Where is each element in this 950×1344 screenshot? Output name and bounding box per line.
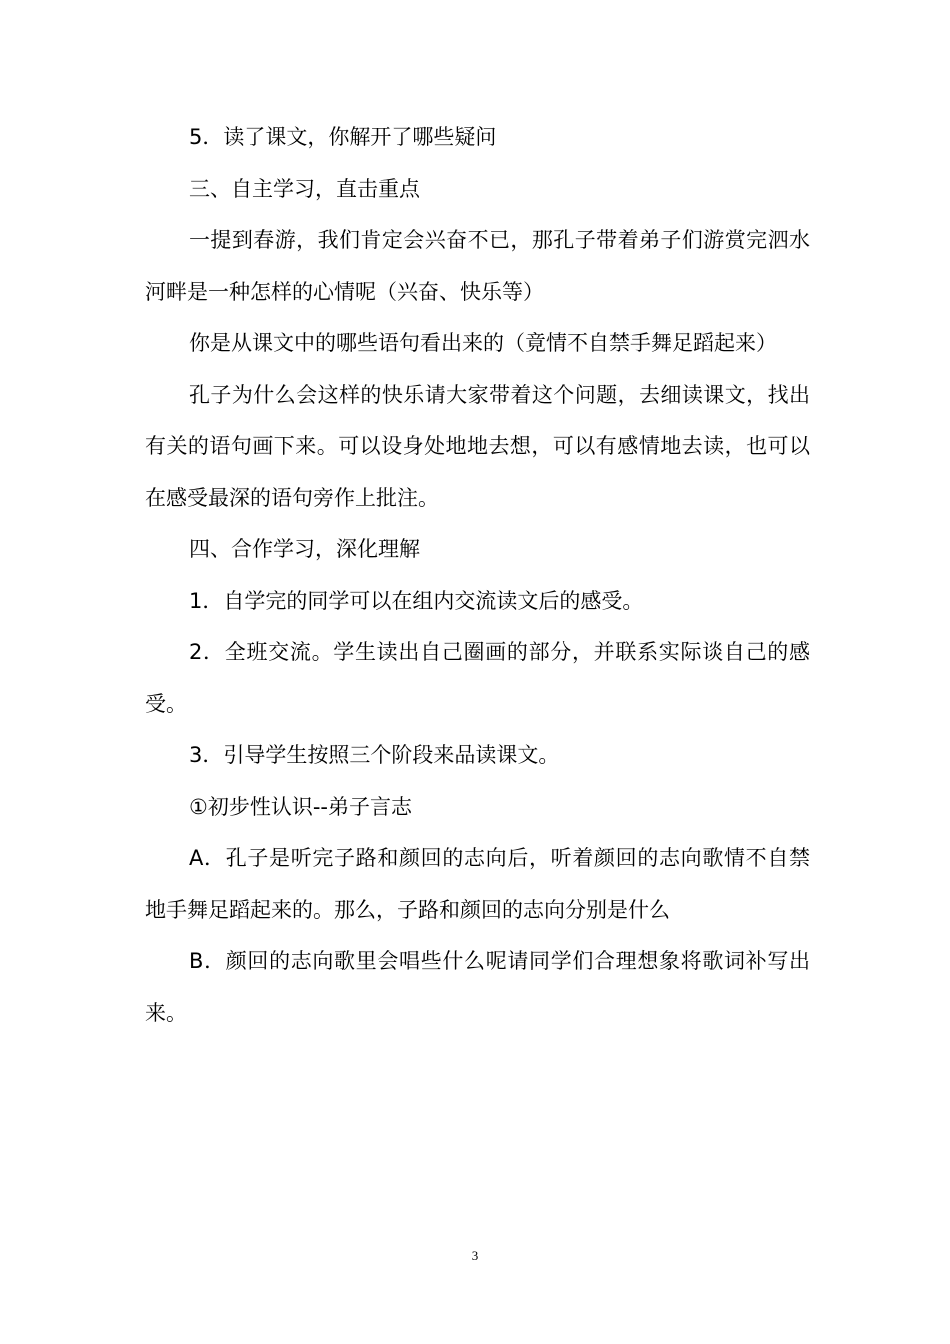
document-body [145,112,810,1039]
page-number: 3 [471,1248,479,1263]
section-heading-3: 三、自主学习，直击重点 [189,176,420,201]
list-item-1: 1．自学完的同学可以在组内交流读文后的感受。 [189,588,644,613]
paragraph-why-happy: 孔子为什么会这样的快乐请大家带着这个问题，去细读课文，找出有关的语句画下来。可以设身处地地去想，可以有感情地去读，也可以在感受最深的语句旁作上批注。 [145,382,810,510]
sub-heading-stage-1: ①初步性认识--弟子言志 [189,794,412,819]
list-item-3: 3．引导学生按照三个阶段来品读课文。 [189,743,560,767]
paragraph-question-5: 5．读了课文，你解开了哪些疑问 [189,125,497,149]
paragraph-which-sentences: 你是从课文中的哪些语句看出来的（竟情不自禁手舞足蹈起来） [189,331,777,355]
sub-item-a: A．孔子是听完子路和颜回的志向后，听着颜回的志向歌情不自禁地手舞足蹈起来的。那么，子路和颜回的志向分别是什么 [145,846,810,922]
paragraph-spring-outing: 一提到春游，我们肯定会兴奋不已，那孔子带着弟子们游赏完泗水河畔是一种怎样的心情呢（兴奋、快乐等） [145,228,810,304]
section-heading-4: 四、合作学习，深化理解 [189,537,420,561]
list-item-2: 2．全班交流。学生读出自己圈画的部分，并联系实际谈自己的感受。 [145,640,810,716]
sub-item-b: B．颜回的志向歌里会唱些什么呢请同学们合理想象将歌词补写出来。 [145,949,810,1025]
